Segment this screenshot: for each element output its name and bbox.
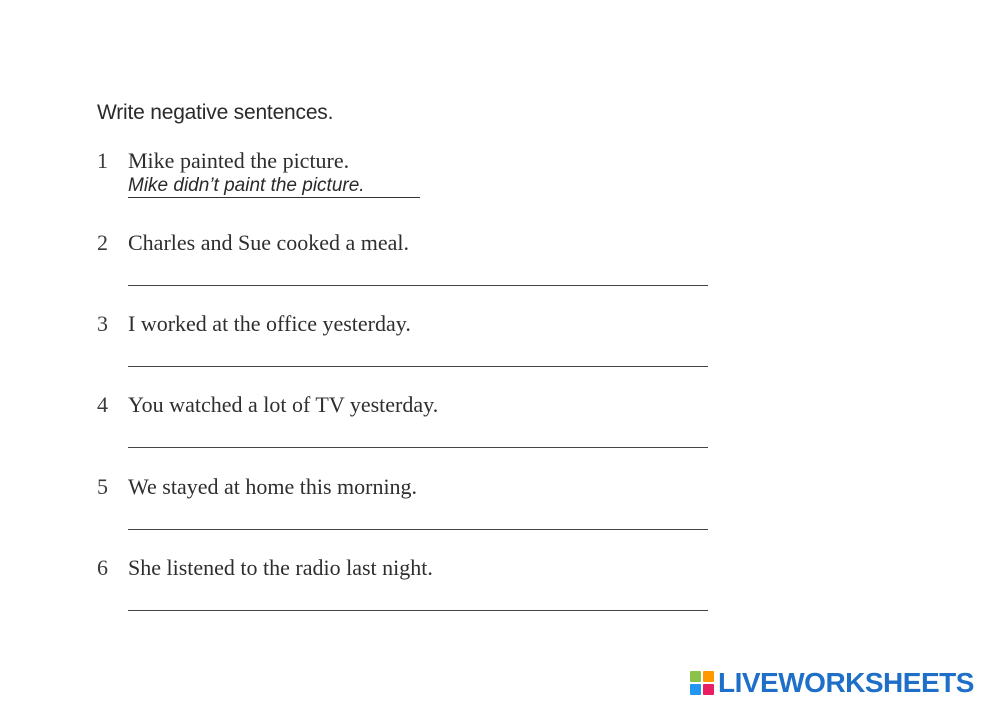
item-number: 6	[97, 555, 108, 580]
item-sentence: You watched a lot of TV yesterday.	[128, 392, 439, 417]
answer-field[interactable]	[128, 529, 708, 530]
item-number: 4	[97, 392, 108, 417]
item-sentence: Mike painted the picture.	[128, 148, 350, 173]
item-number: 2	[97, 230, 108, 255]
item-sentence: She listened to the radio last night.	[128, 555, 433, 580]
exercise-item-2	[97, 230, 717, 290]
exercise-item-1	[97, 148, 717, 208]
answer-field[interactable]	[128, 285, 708, 286]
item-sentence: We stayed at home this morning.	[128, 474, 418, 499]
item-number: 3	[97, 311, 108, 336]
liveworksheets-logo-icon	[690, 671, 714, 695]
exercise-item-4	[97, 392, 717, 452]
exercise-item-5	[97, 474, 717, 534]
liveworksheets-brand[interactable]	[690, 668, 974, 698]
item-number: 1	[97, 148, 108, 173]
answer-field[interactable]	[128, 447, 708, 448]
item-number: 5	[97, 474, 108, 499]
brand-name: LIVEWORKSHEETS	[718, 667, 974, 698]
answer-field[interactable]	[128, 366, 708, 367]
example-answer: Mike didn’t paint the picture.	[128, 175, 420, 198]
exercise-item-3	[97, 311, 717, 371]
item-sentence: I worked at the office yesterday.	[128, 311, 411, 336]
item-sentence: Charles and Sue cooked a meal.	[128, 230, 410, 255]
worksheet-title: Write negative sentences.	[97, 101, 334, 124]
exercise-item-6	[97, 555, 717, 615]
answer-field[interactable]	[128, 610, 708, 611]
